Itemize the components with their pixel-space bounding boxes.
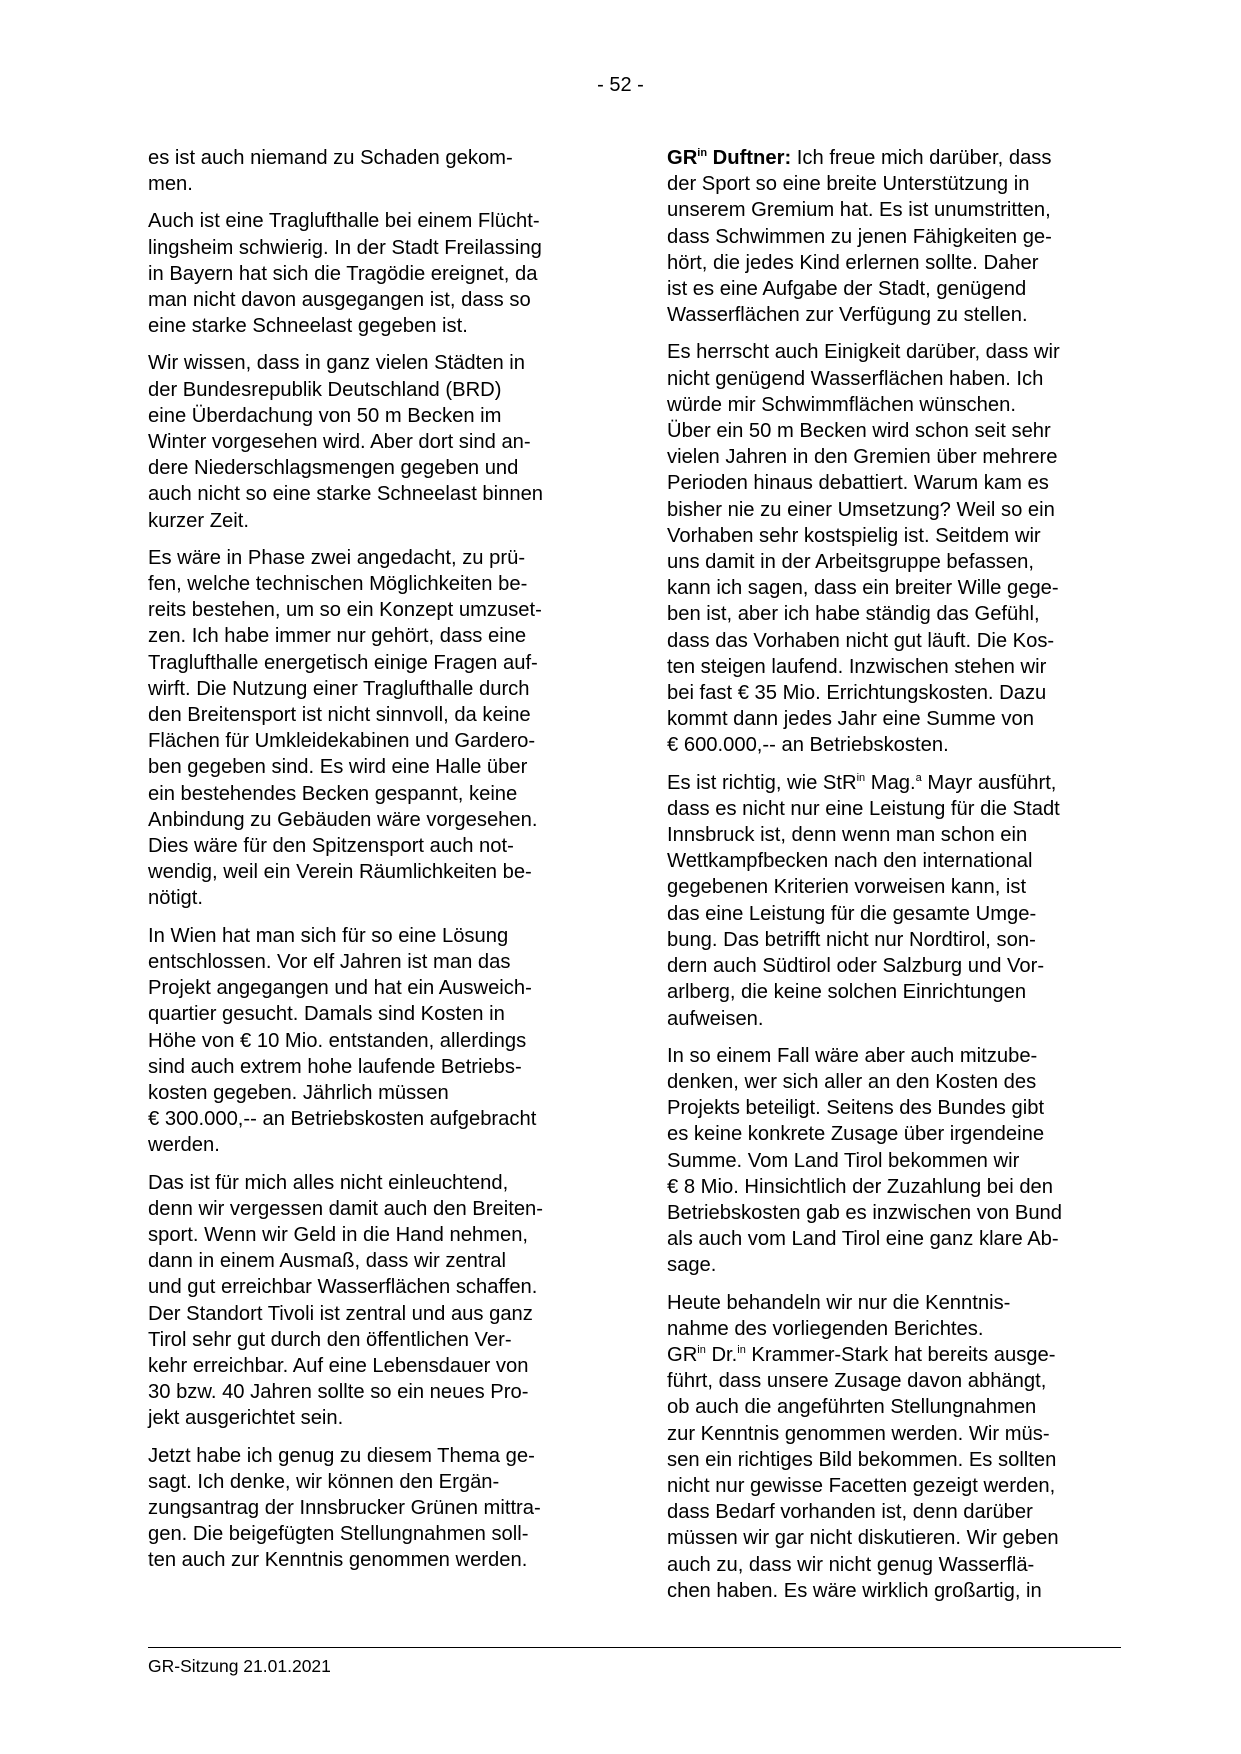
text-line: aufweisen. [667,1007,764,1030]
text-line: sen ein richtiges Bild bekommen. Es sollten [667,1448,1057,1471]
text-line: bung. Das betrifft nicht nur Nordtirol, son- [667,928,1036,951]
text-line: dere Niederschlagsmengen gegeben und [148,457,519,480]
right-column [667,145,1122,1615]
text-line: ob auch die angeführten Stellungnahmen [667,1396,1037,1419]
text-line: Flächen für Umkleidekabinen und Gardero- [148,730,536,753]
text-line: als auch vom Land Tirol eine ganz klare Ab- [667,1228,1059,1251]
text-fragment: Es ist richtig, wie StR [667,771,857,794]
superscript: in [697,1343,706,1356]
text-line: auch nicht so eine starke Schneelast binnen [148,483,544,506]
text-line: bisher nie zu einer Umsetzung? Weil so ein [667,498,1055,521]
text-line: nötigt. [148,887,203,910]
text-line: nahme des vorliegenden Berichtes. [667,1317,984,1340]
text-line: Wettkampfbecken nach den international [667,850,1033,873]
paragraph-lines [667,1368,1122,1604]
text-fragment: Mag. [865,771,916,794]
text-line: Tirol sehr gut durch den öffentlichen Ver- [148,1328,512,1351]
text-line: € 600.000,-- an Betriebskosten. [667,734,949,757]
text-line: sport. Wenn wir Geld in die Hand nehmen, [148,1223,529,1246]
superscript: in [856,771,866,784]
text-line: denn wir vergessen damit auch den Breiten- [148,1197,543,1220]
text-line: sagt. Ich denke, wir können den Ergän- [148,1470,500,1493]
text-line: sage. [667,1254,717,1277]
text-line: kurzer Zeit. [148,509,249,532]
text-line: In so einem Fall wäre aber auch mitzube- [667,1044,1038,1067]
text-line: Heute behandeln wir nur die Kenntnis- [667,1291,1011,1314]
text-line: den Breitensport ist nicht sinnvoll, da keine [148,704,531,727]
text-line: zungsantrag der Innsbrucker Grünen mittra- [148,1496,541,1519]
text-line [667,770,1122,796]
text-line: nicht genügend Wasserflächen haben. Ich [667,367,1044,390]
paragraph [148,1170,603,1432]
text-line: Der Standort Tivoli ist zentral und aus ganz [148,1302,533,1325]
paragraph-lines [667,171,1122,328]
text-line: ist es eine Aufgabe der Stadt, genügend [667,278,1027,301]
paragraph [148,545,603,912]
text-line: jekt ausgerichtet sein. [148,1407,344,1430]
text-line: Dies wäre für den Spitzensport auch not- [148,835,514,858]
text-line: kommt dann jedes Jahr eine Summe von [667,708,1034,731]
footer-text: GR-Sitzung 21.01.2021 [148,1656,331,1676]
superscript: a [915,771,922,784]
paragraph [667,1043,1122,1279]
text-line: entschlossen. Vor elf Jahren ist man das [148,950,511,973]
text-line: Über ein 50 m Becken wird schon seit sehr [667,420,1051,443]
text-line: € 300.000,-- an Betriebskosten aufgebracht [148,1108,537,1131]
text-line: dass Bedarf vorhanden ist, denn darüber [667,1501,1033,1524]
left-column [148,145,603,1585]
text-line: Es wäre in Phase zwei angedacht, zu prü- [148,546,526,569]
speaker-name: Duftner: [707,147,792,169]
text-line: Summe. Vom Land Tirol bekommen wir [667,1149,1020,1172]
text-line: kehr erreichbar. Auf eine Lebensdauer von [148,1354,529,1377]
text-line: hört, die jedes Kind erlernen sollte. Daher [667,251,1039,274]
footer-divider [148,1647,1121,1648]
text-line: fen, welche technischen Möglichkeiten be- [148,573,528,596]
text-line: dass das Vorhaben nicht gut läuft. Die Kos- [667,629,1055,652]
text-line: auch zu, dass wir nicht genug Wasserflä- [667,1553,1035,1576]
paragraph-lines [667,1043,1122,1279]
paragraph [667,339,1122,758]
text-line: lingsheim schwierig. In der Stadt Freilassing [148,236,542,259]
text-line: nicht nur gewisse Facetten gezeigt werden, [667,1474,1056,1497]
text-line: reits bestehen, um so ein Konzept umzuset- [148,599,542,622]
text-line: dass es nicht nur eine Leistung für die Stadt [667,797,1060,820]
paragraph [667,1290,1122,1604]
text-line: vielen Jahren in den Gremien über mehrere [667,446,1058,469]
text-fragment: Ich freue mich darüber, dass [791,147,1052,169]
text-line: führt, dass unsere Zusage davon abhängt, [667,1370,1047,1393]
text-line: Projekt angegangen und hat ein Ausweich- [148,977,532,1000]
text-line: Höhe von € 10 Mio. entstanden, allerdings [148,1029,527,1052]
text-line: Betriebskosten gab es inzwischen von Bund [667,1201,1063,1224]
paragraph-lines [667,1290,1122,1342]
text-line: Perioden hinaus debattiert. Warum kam es [667,472,1049,495]
speaker-sup: in [697,147,708,159]
paragraph [148,923,603,1159]
text-line: kosten gegeben. Jährlich müssen [148,1081,449,1104]
text-line: ein bestehendes Becken gespannt, keine [148,782,518,805]
paragraph [667,770,1122,1032]
text-line: bei fast € 35 Mio. Errichtungskosten. Dazu [667,682,1047,705]
text-line: Wasserflächen zur Verfügung zu stellen. [667,304,1028,327]
text-line [667,1342,1122,1368]
text-line: der Bundesrepublik Deutschland (BRD) [148,378,502,401]
paragraph [667,145,1122,328]
text-line: Es herrscht auch Einigkeit darüber, dass wir [667,341,1060,364]
text-line: gegebenen Kriterien vorweisen kann, ist [667,876,1027,899]
text-line: ten auch zur Kenntnis genommen werden. [148,1549,528,1572]
text-line: müssen wir gar nicht diskutieren. Wir geben [667,1527,1059,1550]
text-line: und gut erreichbar Wasserflächen schaffen. [148,1276,538,1299]
text-line: sind auch extrem hohe laufende Betriebs- [148,1055,522,1078]
text-line: wendig, weil ein Verein Räumlichkeiten be- [148,861,532,884]
text-line: wirft. Die Nutzung einer Traglufthalle durch [148,677,530,700]
text-line: ben gegeben sind. Es wird eine Halle über [148,756,528,779]
text-line: gen. Die beigefügten Stellungnahmen soll- [148,1523,529,1546]
text-line: ben ist, aber ich habe ständig das Gefühl, [667,603,1040,626]
text-line: es keine konkrete Zusage über irgendeine [667,1123,1045,1146]
text-line: ten steigen laufend. Inzwischen stehen wir [667,655,1047,678]
paragraph [148,1443,603,1574]
text-line: quartier gesucht. Damals sind Kosten in [148,1003,505,1026]
superscript: in [737,1343,746,1356]
text-line: dann in einem Ausmaß, dass wir zentral [148,1250,506,1273]
text-line: man nicht davon ausgegangen ist, dass so [148,289,531,312]
text-fragment: GR [667,1343,698,1366]
text-line: unserem Gremium hat. Es ist unumstritten, [667,199,1051,222]
text-line: 30 bzw. 40 Jahren sollte so ein neues Pro- [148,1381,529,1404]
text-line: in Bayern hat sich die Tragödie ereignet, da [148,262,538,285]
text-line [667,145,1122,171]
text-line: Innsbruck ist, denn wenn man schon ein [667,824,1028,847]
speaker-prefix: GR [667,147,698,169]
text-fragment: Dr. [705,1343,738,1366]
text-line: Das ist für mich alles nicht einleuchtend, [148,1171,509,1194]
text-line: Wir wissen, dass in ganz vielen Städten in [148,352,526,375]
text-line: eine starke Schneelast gegeben ist. [148,315,468,338]
text-line: werden. [148,1134,220,1157]
text-line: € 8 Mio. Hinsichtlich der Zuzahlung bei den [667,1175,1054,1198]
text-line: Traglufthalle energetisch einige Fragen auf- [148,651,538,674]
text-line: dern auch Südtirol oder Salzburg und Vor- [667,955,1045,978]
text-line: men. [148,173,193,196]
text-fragment: Krammer-Stark hat bereits ausge- [745,1343,1056,1366]
text-line: Jetzt habe ich genug zu diesem Thema ge- [148,1444,535,1467]
text-line: kann ich sagen, dass ein breiter Wille gege- [667,577,1059,600]
text-line: der Sport so eine breite Unterstützung in [667,173,1030,196]
text-line: eine Überdachung von 50 m Becken im [148,404,502,427]
paragraph [148,208,603,339]
text-line: Vorhaben sehr kostspielig ist. Seitdem wir [667,524,1041,547]
paragraph [148,350,603,533]
paragraph-lines [667,796,1122,1032]
text-line: zur Kenntnis genommen werden. Wir müs- [667,1422,1050,1445]
text-line: Winter vorgesehen wird. Aber dort sind an- [148,431,531,454]
text-line: denken, wer sich aller an den Kosten des [667,1070,1037,1093]
text-line: Projekts beteiligt. Seitens des Bundes gibt [667,1097,1045,1120]
text-line: uns damit in der Arbeitsgruppe befassen, [667,551,1034,574]
text-line: es ist auch niemand zu Schaden gekom- [148,147,513,169]
text-fragment: Mayr ausführt, [921,771,1057,794]
text-line: das eine Leistung für die gesamte Umge- [667,902,1037,925]
page-number: - 52 - [597,74,644,96]
text-line: arlberg, die keine solchen Einrichtungen [667,981,1027,1004]
text-line: Auch ist eine Traglufthalle bei einem Flücht- [148,210,540,233]
text-line: zen. Ich habe immer nur gehört, dass eine [148,625,527,648]
text-line: dass Schwimmen zu jenen Fähigkeiten ge- [667,225,1052,248]
paragraph [148,145,603,197]
text-line: chen haben. Es wäre wirklich großartig, in [667,1579,1042,1602]
paragraph-lines [667,339,1122,758]
text-line: Anbindung zu Gebäuden wäre vorgesehen. [148,808,538,831]
text-line: würde mir Schwimmflächen wünschen. [667,393,1016,416]
text-line: In Wien hat man sich für so eine Lösung [148,924,509,947]
